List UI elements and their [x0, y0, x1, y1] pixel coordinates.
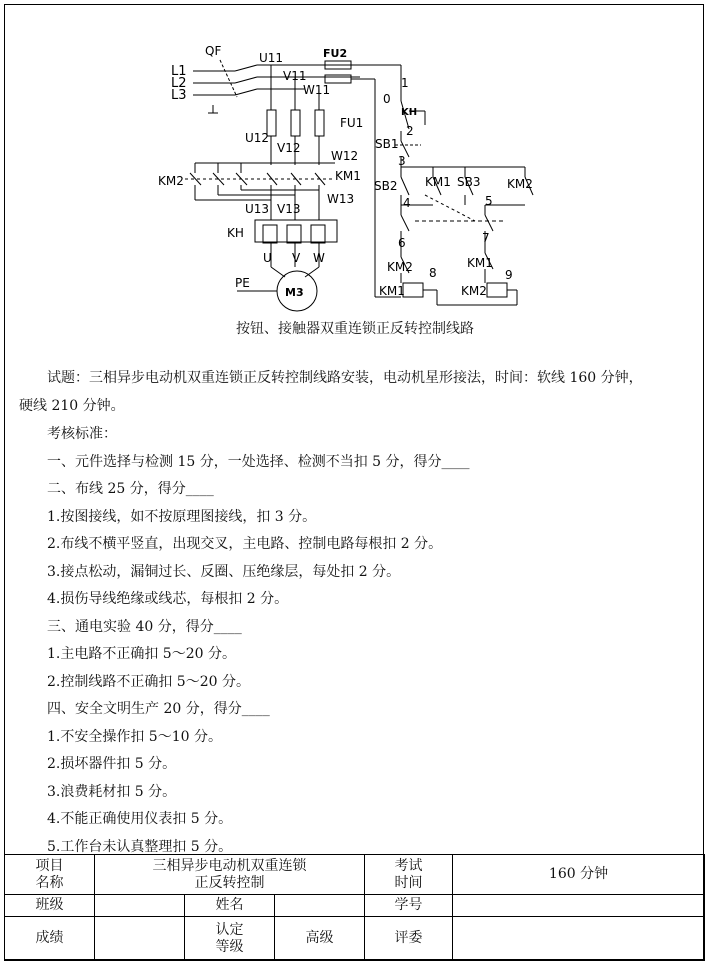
label-n6: 6	[398, 236, 406, 250]
label-w12: W12	[331, 149, 359, 163]
class-value[interactable]	[95, 895, 185, 917]
label-fu2: FU2	[323, 47, 348, 60]
label-v13: V13	[277, 202, 301, 216]
label-fu1: FU1	[340, 116, 364, 130]
label-v: V	[292, 251, 301, 265]
label-km2-main: KM2	[158, 174, 184, 188]
name-value[interactable]	[275, 895, 365, 917]
criteria-item: 3.浪费耗材扣 5 分。	[47, 784, 177, 800]
criteria-item: 5.工作台未认真整理扣 5 分。	[47, 839, 233, 855]
exam-time: 160 分钟	[453, 855, 705, 895]
label-w13: W13	[327, 192, 355, 206]
grade-value: 高级	[275, 917, 365, 961]
criteria-item: 4.损伤导线绝缘或线芯，每根扣 2 分。	[47, 591, 289, 607]
label-n5: 5	[485, 194, 493, 208]
label-km1-lock: KM1	[467, 256, 493, 270]
criteria-item: 2.布线不横平竖直，出现交叉，主电路、控制电路每根扣 2 分。	[47, 536, 443, 552]
label-km2-lock: KM2	[387, 260, 413, 274]
circuit-diagram	[5, 5, 705, 315]
criteria-item: 二、布线 25 分，得分____	[47, 481, 214, 497]
label-sb3: SB3	[457, 175, 481, 189]
criteria-title: 考核标准：	[47, 426, 117, 442]
exam-time-label: 考试 时间	[365, 855, 453, 895]
info-table	[4, 854, 705, 961]
label-w11: W11	[303, 83, 331, 97]
criteria-item: 2.损坏器件扣 5 分。	[47, 756, 177, 772]
label-v11: V11	[283, 69, 307, 83]
exam-sheet	[4, 4, 704, 960]
label-kh-top: KH	[401, 107, 418, 118]
label-l2: L2	[171, 76, 187, 91]
label-n9: 9	[505, 268, 513, 282]
label-sb2: SB2	[374, 179, 398, 193]
label-km2-coil: KM2	[461, 284, 487, 298]
class-label: 班级	[5, 895, 95, 917]
label-u12: U12	[245, 131, 270, 145]
id-label: 学号	[365, 895, 453, 917]
label-n3: 3	[398, 154, 406, 168]
criteria-item: 3.接点松动，漏铜过长、反圈、压绝缘层，每处扣 2 分。	[47, 564, 401, 580]
criteria-item: 4.不能正确使用仪表扣 5 分。	[47, 811, 233, 827]
label-qf: QF	[205, 44, 222, 58]
criteria-item: 四、安全文明生产 20 分，得分____	[47, 701, 270, 717]
criteria-item: 一、元件选择与检测 15 分，一处选择、检测不当扣 5 分，得分____	[47, 454, 470, 470]
label-n2: 2	[406, 124, 414, 138]
label-kh-main: KH	[227, 226, 244, 240]
label-km1-hold: KM1	[425, 175, 451, 189]
diagram-caption: 按钮、接触器双重连锁正反转控制线路	[236, 321, 474, 337]
label-u11: U11	[259, 51, 284, 65]
label-l1: L1	[171, 64, 187, 79]
label-l3: L3	[171, 88, 187, 103]
id-value[interactable]	[453, 895, 705, 917]
project-name: 三相异步电动机双重连锁 正反转控制	[95, 855, 365, 895]
question-line-1: 试题：三相异步电动机双重连锁正反转控制线路安装，电动机星形接法，时间：软线 160 分钟，	[47, 370, 643, 386]
criteria-item: 1.按图接线，如不按原理图接线，扣 3 分。	[47, 509, 317, 525]
name-label: 姓名	[185, 895, 275, 917]
label-n8: 8	[429, 266, 437, 280]
score-value[interactable]	[95, 917, 185, 961]
label-motor: M3	[285, 286, 304, 299]
criteria-item: 2.控制线路不正确扣 5～20 分。	[47, 674, 250, 690]
label-km1-coil: KM1	[379, 284, 405, 298]
judge-label: 评委	[365, 917, 453, 961]
score-label: 成绩	[5, 917, 95, 961]
label-km1-main: KM1	[335, 169, 361, 183]
criteria-item: 1.不安全操作扣 5～10 分。	[47, 729, 222, 745]
label-n4: 4	[403, 196, 411, 210]
label-u: U	[263, 251, 272, 265]
label-n7: 7	[482, 231, 490, 245]
label-km2-hold: KM2	[507, 177, 533, 191]
label-zero: 0	[383, 92, 391, 106]
judge-value[interactable]	[453, 917, 705, 961]
label-pe: PE	[235, 276, 250, 290]
criteria-item: 三、通电实验 40 分，得分____	[47, 619, 242, 635]
project-name-label: 项目 名称	[5, 855, 95, 895]
label-u13: U13	[245, 202, 270, 216]
label-v12: V12	[277, 141, 301, 155]
label-w: W	[313, 251, 325, 265]
grade-label: 认定 等级	[185, 917, 275, 961]
label-sb1: SB1	[375, 137, 399, 151]
question-line-2: 硬线 210 分钟。	[19, 398, 125, 414]
criteria-item: 1.主电路不正确扣 5～20 分。	[47, 646, 236, 662]
label-n1: 1	[401, 76, 409, 90]
